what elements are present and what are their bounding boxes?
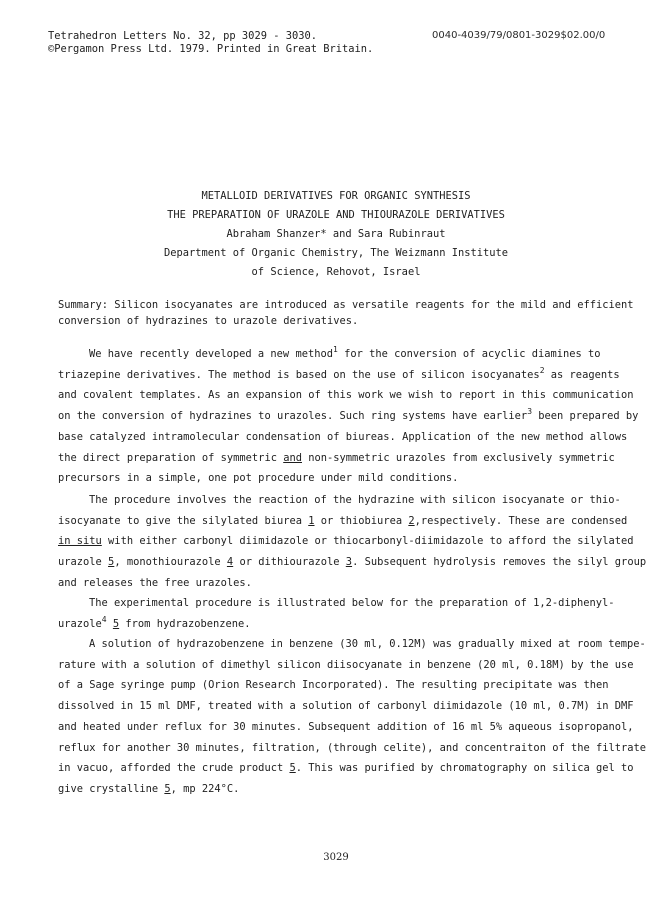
summary-text-1: Silicon isocyanates are introduced as versatile reagents for the mild and efficient xyxy=(108,299,634,311)
affiliation-line-1: Department of Organic Chemistry, The Weizmann Institute xyxy=(163,247,509,259)
compound-ref: 2 xyxy=(408,514,415,527)
summary xyxy=(58,297,634,329)
summary-text-2: conversion of hydrazines to urazole derivatives. xyxy=(58,315,359,327)
page-number: 3029 xyxy=(323,852,349,863)
summary-label: Summary: xyxy=(58,299,109,311)
compound-ref: 3 xyxy=(345,556,353,569)
journal-citation: Tetrahedron Letters No. 32, pp 3029 - 3030. xyxy=(48,30,317,42)
ref-4: 4 xyxy=(101,614,107,624)
ref-2: 2 xyxy=(539,365,545,375)
compound-ref: 1 xyxy=(308,514,315,527)
paragraph-2: The procedure involves the reaction of the hydrazine with silicon isocyanate or thio- isocyanate to give the silylated biurea 1 or thiobiurea 2,respectively. These are condensed in situ with either carbonyl diimidazole or thiocarbonyl-diimidazole to afford the silylated urazole 5, monothiourazole 4 or dithiourazole 3. Subsequent hydrolysis removes the silyl group and releases the free urazoles. xyxy=(58,494,647,589)
compound-ref: 5 xyxy=(112,617,120,630)
paragraph-4: A solution of hydrazobenzene in benzene (30 ml, 0.12M) was gradually mixed at room tempe- rature with a solution of dimethyl silicon diisocyanate in benzene (20 ml, 0.18M) by the use of a Sage syringe pump (Orion Research Incorporated). The resulting precipitate was then dissolved in 15 ml DMF, treated with a solution of carbonyl diimidazole (10 ml, 0.7M) in DMF and heated under reflux for 30 minutes. Subsequent addition of 16 ml 5% aqueous isopropanol, reflux for another 30 minutes, filtration, (through celite), and concentraiton of the filtrate in vacuo, afforded the crude product 5. This was purified by chromatography on silica gel to give crystalline 5, mp 224°C. xyxy=(58,638,647,795)
paragraph-3: The experimental procedure is illustrated below for the preparation of 1,2-diphenyl- urazole$^4$ 5 from hydrazobenzene. xyxy=(58,597,615,630)
title-line-1: METALLOID DERIVATIVES FOR ORGANIC SYNTHESIS xyxy=(201,190,471,202)
ref-3: 3 xyxy=(527,407,533,417)
article-code: 0040-4039/79/0801-3029$02.00/0 xyxy=(432,30,606,41)
title-line-2: THE PREPARATION OF URAZOLE AND THIOURAZOLE DERIVATIVES xyxy=(167,209,505,221)
compound-ref: 4 xyxy=(226,556,234,569)
journal-header xyxy=(48,30,373,56)
compound-ref: 5 xyxy=(289,762,296,775)
ref-1: 1 xyxy=(332,345,338,354)
paragraph-1: We have recently developed a new method$^1$ for the conversion of acyclic diamines to triazepine derivatives. The method is based on the use of silicon isocyanates$^2$ as reagents and covalent templates. As an expansion of this work we wish to report in this communication on the conversion of hydrazines to urazoles. Such ring systems have earlier$^3$ been prepared by base catalyzed intramolecular condensation of biureas. Application of the new method allows the direct preparation of symmetric and non-symmetric urazoles from exclusively symmetric precursors in a simple, one pot procedure under mild conditions. xyxy=(58,345,639,485)
affiliation-line-2: of Science, Rehovot, Israel xyxy=(251,266,421,278)
compound-ref: 5 xyxy=(108,556,115,569)
compound-ref: 5 xyxy=(164,782,171,795)
authors: Abraham Shanzer* and Sara Rubinraut xyxy=(226,228,446,240)
copyright-line: ©Pergamon Press Ltd. 1979. Printed in Great Britain. xyxy=(48,43,374,55)
title-block xyxy=(0,187,672,282)
